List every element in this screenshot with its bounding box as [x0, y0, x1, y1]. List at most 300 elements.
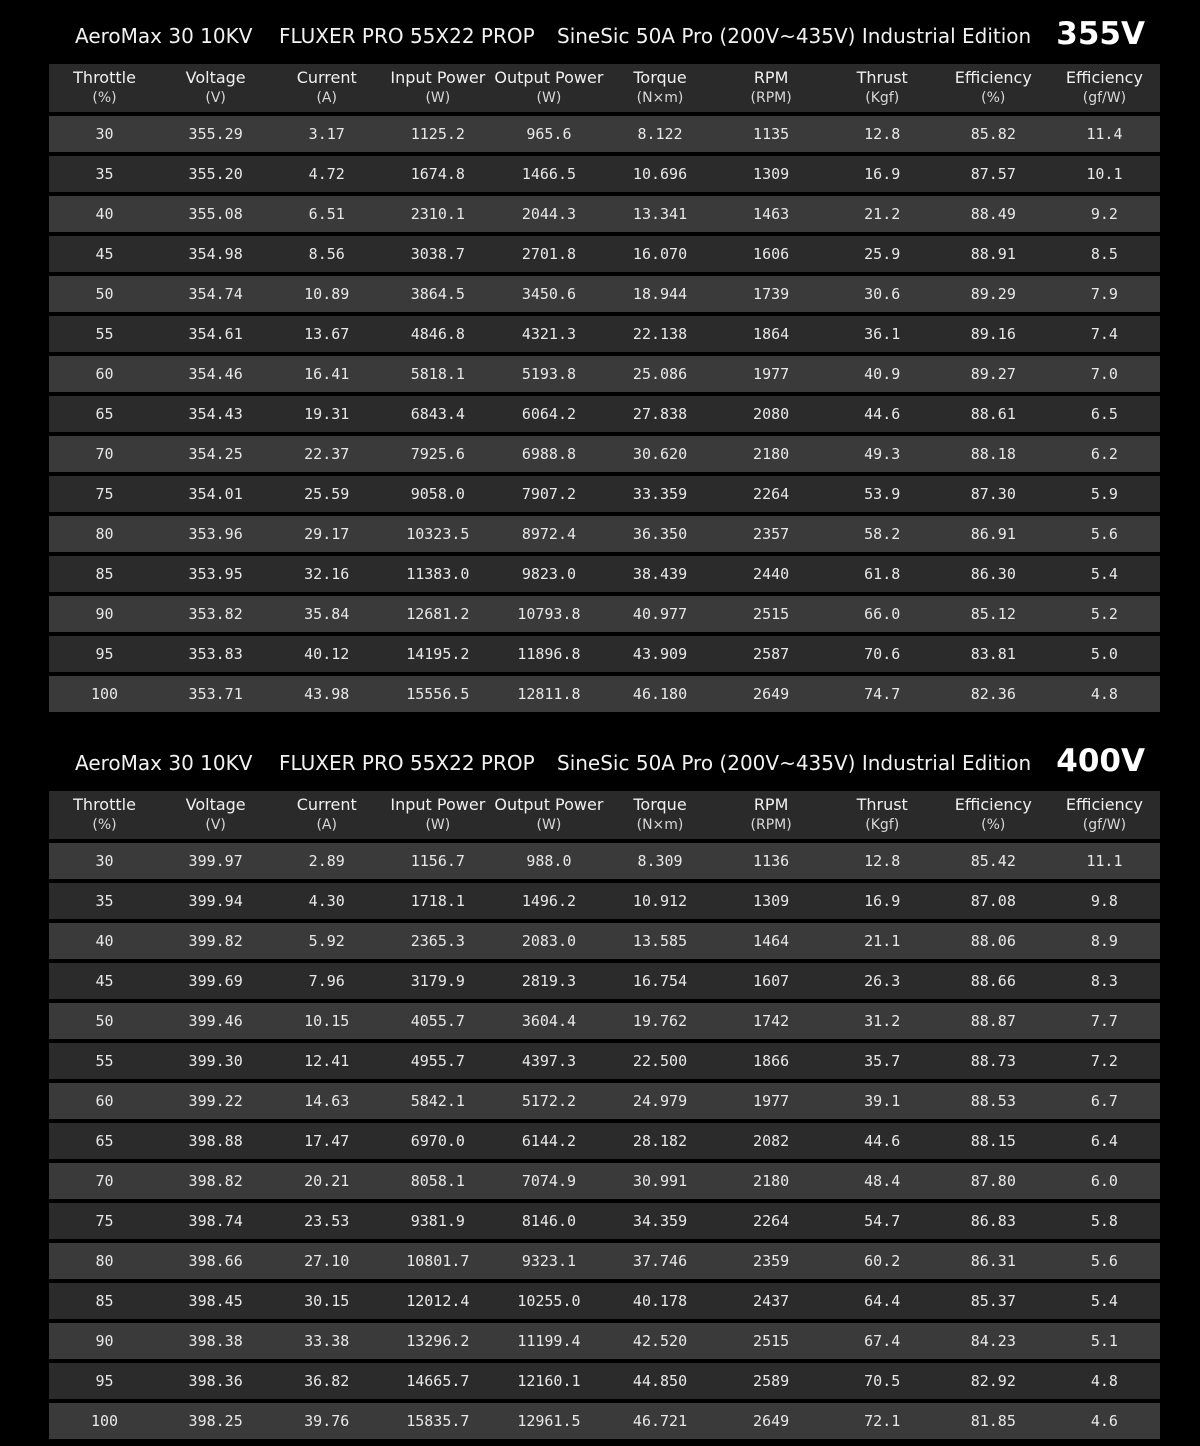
table-cell: 88.91 [938, 234, 1049, 274]
table-cell: 55 [49, 1041, 160, 1081]
column-unit: (gf/W) [1082, 90, 1127, 106]
table-cell: 6.0 [1049, 1161, 1160, 1201]
table-cell: 87.57 [938, 154, 1049, 194]
table-cell: 22.37 [271, 434, 382, 474]
table-cell: 2080 [716, 394, 827, 434]
table-cell: 353.71 [160, 674, 271, 712]
column-header [827, 791, 938, 841]
table-cell: 6.5 [1049, 394, 1160, 434]
table-cell: 23.53 [271, 1201, 382, 1241]
table-cell: 11383.0 [382, 554, 493, 594]
table-cell: 5.9 [1049, 474, 1160, 514]
table-cell: 22.138 [604, 314, 715, 354]
table-cell: 35 [49, 154, 160, 194]
table-cell: 44.850 [604, 1361, 715, 1401]
table-cell: 398.66 [160, 1241, 271, 1281]
table-cell: 1866 [716, 1041, 827, 1081]
table-cell: 2649 [716, 1401, 827, 1439]
table-header-row [49, 791, 1160, 841]
table-cell: 10801.7 [382, 1241, 493, 1281]
table-cell: 5.1 [1049, 1321, 1160, 1361]
column-unit: (A) [316, 817, 337, 833]
table-cell: 82.92 [938, 1361, 1049, 1401]
table-cell: 399.30 [160, 1041, 271, 1081]
column-header [716, 791, 827, 841]
column-unit: (%) [92, 817, 117, 833]
table-cell: 88.66 [938, 961, 1049, 1001]
table-cell: 5.8 [1049, 1201, 1160, 1241]
column-header [493, 64, 604, 114]
column-unit: (%) [981, 817, 1006, 833]
table-cell: 46.180 [604, 674, 715, 712]
table-cell: 40.178 [604, 1281, 715, 1321]
performance-table [49, 791, 1160, 1439]
table-cell: 35 [49, 881, 160, 921]
table-cell: 16.754 [604, 961, 715, 1001]
table-cell: 100 [49, 674, 160, 712]
table-cell: 1135 [716, 114, 827, 154]
table-row [49, 314, 1160, 354]
column-header [382, 64, 493, 114]
table-cell: 33.359 [604, 474, 715, 514]
motor-model: AeroMax 30 10KV [75, 751, 253, 775]
table-cell: 13.67 [271, 314, 382, 354]
table-cell: 6.2 [1049, 434, 1160, 474]
table-row [49, 961, 1160, 1001]
table-cell: 7.96 [271, 961, 382, 1001]
column-unit: (W) [425, 90, 451, 106]
column-header [1049, 791, 1160, 841]
column-name: Thrust [856, 68, 908, 87]
table-cell: 7.4 [1049, 314, 1160, 354]
table-cell: 37.746 [604, 1241, 715, 1281]
table-row [49, 154, 1160, 194]
column-name: Torque [633, 68, 687, 87]
column-name: Output Power [494, 68, 604, 87]
table-cell: 14665.7 [382, 1361, 493, 1401]
table-cell: 1309 [716, 154, 827, 194]
table-cell: 2357 [716, 514, 827, 554]
table-cell: 5.2 [1049, 594, 1160, 634]
table-body [49, 841, 1160, 1439]
table-cell: 9.8 [1049, 881, 1160, 921]
table-row [49, 194, 1160, 234]
column-name: RPM [753, 68, 789, 87]
test-section-400v [0, 727, 1200, 1430]
table-cell: 6843.4 [382, 394, 493, 434]
table-cell: 6970.0 [382, 1121, 493, 1161]
table-cell: 70.6 [827, 634, 938, 674]
column-unit: (W) [536, 90, 562, 106]
table-cell: 398.74 [160, 1201, 271, 1241]
table-cell: 354.61 [160, 314, 271, 354]
propeller-model: FLUXER PRO 55X22 PROP [279, 24, 535, 48]
table-cell: 1742 [716, 1001, 827, 1041]
table-cell: 15556.5 [382, 674, 493, 712]
column-unit: (W) [425, 817, 451, 833]
table-row [49, 634, 1160, 674]
table-cell: 2437 [716, 1281, 827, 1321]
column-unit: (Kgf) [865, 90, 900, 106]
table-cell: 988.0 [493, 841, 604, 881]
table-cell: 4.8 [1049, 1361, 1160, 1401]
table-cell: 67.4 [827, 1321, 938, 1361]
table-cell: 19.762 [604, 1001, 715, 1041]
column-name: Thrust [856, 795, 908, 814]
table-cell: 60 [49, 354, 160, 394]
table-row [49, 674, 1160, 712]
table-cell: 8.3 [1049, 961, 1160, 1001]
table-row [49, 1121, 1160, 1161]
table-cell: 5842.1 [382, 1081, 493, 1121]
table-cell: 7925.6 [382, 434, 493, 474]
table-cell: 28.182 [604, 1121, 715, 1161]
table-cell: 4.72 [271, 154, 382, 194]
column-name: Current [296, 68, 357, 87]
table-cell: 2589 [716, 1361, 827, 1401]
column-name: Throttle [73, 795, 136, 814]
table-cell: 11896.8 [493, 634, 604, 674]
column-name: Torque [633, 795, 687, 814]
table-cell: 3450.6 [493, 274, 604, 314]
table-row [49, 1281, 1160, 1321]
column-header [493, 791, 604, 841]
table-cell: 85.82 [938, 114, 1049, 154]
table-cell: 5.0 [1049, 634, 1160, 674]
table-cell: 398.25 [160, 1401, 271, 1439]
table-cell: 8.56 [271, 234, 382, 274]
table-cell: 8058.1 [382, 1161, 493, 1201]
table-cell: 74.7 [827, 674, 938, 712]
motor-model: AeroMax 30 10KV [75, 24, 253, 48]
table-cell: 25.59 [271, 474, 382, 514]
table-cell: 5.6 [1049, 1241, 1160, 1281]
table-cell: 4055.7 [382, 1001, 493, 1041]
column-name: Efficiency [954, 795, 1032, 814]
table-cell: 1136 [716, 841, 827, 881]
column-header [938, 791, 1049, 841]
table-cell: 84.23 [938, 1321, 1049, 1361]
column-header [271, 791, 382, 841]
table-cell: 2701.8 [493, 234, 604, 274]
table-cell: 1977 [716, 1081, 827, 1121]
table-row [49, 114, 1160, 154]
table-cell: 398.45 [160, 1281, 271, 1321]
table-cell: 89.27 [938, 354, 1049, 394]
table-cell: 30 [49, 114, 160, 154]
table-cell: 2515 [716, 594, 827, 634]
table-cell: 1466.5 [493, 154, 604, 194]
table-cell: 353.82 [160, 594, 271, 634]
table-cell: 12012.4 [382, 1281, 493, 1321]
table-row [49, 1401, 1160, 1439]
table-cell: 2440 [716, 554, 827, 594]
table-cell: 2180 [716, 1161, 827, 1201]
table-cell: 1309 [716, 881, 827, 921]
table-cell: 87.80 [938, 1161, 1049, 1201]
table-cell: 80 [49, 1241, 160, 1281]
table-cell: 43.98 [271, 674, 382, 712]
table-cell: 89.29 [938, 274, 1049, 314]
table-cell: 38.439 [604, 554, 715, 594]
table-cell: 90 [49, 1321, 160, 1361]
table-cell: 86.83 [938, 1201, 1049, 1241]
table-cell: 30.620 [604, 434, 715, 474]
table-cell: 86.91 [938, 514, 1049, 554]
table-cell: 355.29 [160, 114, 271, 154]
section-title-bar [0, 727, 1200, 791]
table-cell: 4.8 [1049, 674, 1160, 712]
column-header [604, 64, 715, 114]
table-cell: 14195.2 [382, 634, 493, 674]
table-cell: 36.350 [604, 514, 715, 554]
table-cell: 70 [49, 434, 160, 474]
table-cell: 399.46 [160, 1001, 271, 1041]
column-name: Voltage [185, 795, 246, 814]
table-cell: 5.4 [1049, 1281, 1160, 1321]
table-cell: 1674.8 [382, 154, 493, 194]
table-row [49, 1321, 1160, 1361]
table-cell: 965.6 [493, 114, 604, 154]
column-unit: (RPM) [750, 90, 792, 106]
table-cell: 21.2 [827, 194, 938, 234]
table-cell: 30.15 [271, 1281, 382, 1321]
table-cell: 16.41 [271, 354, 382, 394]
table-cell: 35.7 [827, 1041, 938, 1081]
table-cell: 11.4 [1049, 114, 1160, 154]
table-row [49, 1361, 1160, 1401]
table-cell: 8972.4 [493, 514, 604, 554]
table-cell: 6.7 [1049, 1081, 1160, 1121]
table-cell: 4.30 [271, 881, 382, 921]
table-row [49, 474, 1160, 514]
table-cell: 42.520 [604, 1321, 715, 1361]
table-cell: 1977 [716, 354, 827, 394]
table-cell: 19.31 [271, 394, 382, 434]
table-cell: 87.08 [938, 881, 1049, 921]
test-voltage: 400V [1056, 743, 1145, 779]
table-cell: 3.17 [271, 114, 382, 154]
table-cell: 1463 [716, 194, 827, 234]
table-cell: 88.49 [938, 194, 1049, 234]
table-cell: 48.4 [827, 1161, 938, 1201]
column-name: Output Power [494, 795, 604, 814]
table-cell: 9381.9 [382, 1201, 493, 1241]
table-cell: 88.15 [938, 1121, 1049, 1161]
table-cell: 12.8 [827, 841, 938, 881]
table-cell: 2044.3 [493, 194, 604, 234]
table-cell: 398.38 [160, 1321, 271, 1361]
table-cell: 39.76 [271, 1401, 382, 1439]
table-cell: 398.88 [160, 1121, 271, 1161]
table-cell: 2649 [716, 674, 827, 712]
table-cell: 45 [49, 234, 160, 274]
table-cell: 14.63 [271, 1081, 382, 1121]
performance-table [49, 64, 1160, 712]
table-cell: 6144.2 [493, 1121, 604, 1161]
table-cell: 40 [49, 194, 160, 234]
table-cell: 12681.2 [382, 594, 493, 634]
table-cell: 88.61 [938, 394, 1049, 434]
column-unit: (W) [536, 817, 562, 833]
table-cell: 2083.0 [493, 921, 604, 961]
table-cell: 353.83 [160, 634, 271, 674]
table-row [49, 921, 1160, 961]
table-cell: 70.5 [827, 1361, 938, 1401]
table-cell: 354.46 [160, 354, 271, 394]
column-unit: (N×m) [636, 817, 684, 833]
table-cell: 64.4 [827, 1281, 938, 1321]
table-cell: 85.37 [938, 1281, 1049, 1321]
table-row [49, 434, 1160, 474]
table-cell: 39.1 [827, 1081, 938, 1121]
table-cell: 16.9 [827, 154, 938, 194]
table-cell: 40.12 [271, 634, 382, 674]
table-cell: 36.82 [271, 1361, 382, 1401]
table-cell: 33.38 [271, 1321, 382, 1361]
table-cell: 40 [49, 921, 160, 961]
table-row [49, 394, 1160, 434]
table-cell: 17.47 [271, 1121, 382, 1161]
table-cell: 12811.8 [493, 674, 604, 712]
table-cell: 10793.8 [493, 594, 604, 634]
table-cell: 85.12 [938, 594, 1049, 634]
table-cell: 4.6 [1049, 1401, 1160, 1439]
table-cell: 35.84 [271, 594, 382, 634]
table-row [49, 594, 1160, 634]
table-cell: 398.36 [160, 1361, 271, 1401]
table-cell: 88.73 [938, 1041, 1049, 1081]
table-row [49, 1201, 1160, 1241]
table-cell: 85 [49, 554, 160, 594]
table-row [49, 841, 1160, 881]
table-cell: 61.8 [827, 554, 938, 594]
table-cell: 44.6 [827, 394, 938, 434]
table-cell: 7.0 [1049, 354, 1160, 394]
table-cell: 7074.9 [493, 1161, 604, 1201]
column-header [271, 64, 382, 114]
table-cell: 40.977 [604, 594, 715, 634]
table-cell: 12.41 [271, 1041, 382, 1081]
table-cell: 399.69 [160, 961, 271, 1001]
table-cell: 18.944 [604, 274, 715, 314]
table-cell: 75 [49, 1201, 160, 1241]
table-cell: 58.2 [827, 514, 938, 554]
table-cell: 2365.3 [382, 921, 493, 961]
table-cell: 88.87 [938, 1001, 1049, 1041]
table-cell: 82.36 [938, 674, 1049, 712]
table-cell: 55 [49, 314, 160, 354]
table-row [49, 1161, 1160, 1201]
table-cell: 60 [49, 1081, 160, 1121]
table-cell: 30 [49, 841, 160, 881]
table-cell: 34.359 [604, 1201, 715, 1241]
table-cell: 95 [49, 1361, 160, 1401]
table-cell: 80 [49, 514, 160, 554]
table-cell: 8.309 [604, 841, 715, 881]
table-cell: 25.086 [604, 354, 715, 394]
table-cell: 83.81 [938, 634, 1049, 674]
table-row [49, 1001, 1160, 1041]
table-cell: 12961.5 [493, 1401, 604, 1439]
table-cell: 40.9 [827, 354, 938, 394]
table-cell: 2180 [716, 434, 827, 474]
table-cell: 2359 [716, 1241, 827, 1281]
column-header [1049, 64, 1160, 114]
table-cell: 3864.5 [382, 274, 493, 314]
table-cell: 1125.2 [382, 114, 493, 154]
column-unit: (%) [92, 90, 117, 106]
table-cell: 10.89 [271, 274, 382, 314]
table-cell: 7.7 [1049, 1001, 1160, 1041]
table-cell: 88.06 [938, 921, 1049, 961]
table-cell: 399.94 [160, 881, 271, 921]
column-name: Efficiency [1065, 795, 1143, 814]
table-cell: 44.6 [827, 1121, 938, 1161]
table-cell: 6.4 [1049, 1121, 1160, 1161]
table-cell: 399.97 [160, 841, 271, 881]
table-cell: 70 [49, 1161, 160, 1201]
table-cell: 3038.7 [382, 234, 493, 274]
table-row [49, 881, 1160, 921]
table-cell: 8.122 [604, 114, 715, 154]
table-cell: 85 [49, 1281, 160, 1321]
table-cell: 53.9 [827, 474, 938, 514]
table-header-row [49, 64, 1160, 114]
table-cell: 2587 [716, 634, 827, 674]
table-cell: 88.53 [938, 1081, 1049, 1121]
table-cell: 81.85 [938, 1401, 1049, 1439]
table-cell: 43.909 [604, 634, 715, 674]
table-cell: 7.9 [1049, 274, 1160, 314]
table-cell: 8.9 [1049, 921, 1160, 961]
table-cell: 5.4 [1049, 554, 1160, 594]
column-header [49, 791, 160, 841]
table-cell: 8146.0 [493, 1201, 604, 1241]
table-cell: 5193.8 [493, 354, 604, 394]
table-cell: 5818.1 [382, 354, 493, 394]
table-cell: 66.0 [827, 594, 938, 634]
column-unit: (gf/W) [1082, 817, 1127, 833]
table-cell: 5172.2 [493, 1081, 604, 1121]
table-row [49, 234, 1160, 274]
table-cell: 1606 [716, 234, 827, 274]
table-cell: 16.9 [827, 881, 938, 921]
table-cell: 20.21 [271, 1161, 382, 1201]
table-cell: 9323.1 [493, 1241, 604, 1281]
table-cell: 22.500 [604, 1041, 715, 1081]
table-cell: 32.16 [271, 554, 382, 594]
table-cell: 27.10 [271, 1241, 382, 1281]
table-cell: 398.82 [160, 1161, 271, 1201]
table-cell: 13296.2 [382, 1321, 493, 1361]
column-header [160, 791, 271, 841]
table-cell: 9.2 [1049, 194, 1160, 234]
table-cell: 31.2 [827, 1001, 938, 1041]
table-cell: 2082 [716, 1121, 827, 1161]
table-cell: 12.8 [827, 114, 938, 154]
column-unit: (%) [981, 90, 1006, 106]
table-cell: 399.22 [160, 1081, 271, 1121]
table-cell: 355.08 [160, 194, 271, 234]
table-cell: 11199.4 [493, 1321, 604, 1361]
table-cell: 5.6 [1049, 514, 1160, 554]
table-cell: 2264 [716, 1201, 827, 1241]
table-cell: 6988.8 [493, 434, 604, 474]
table-cell: 100 [49, 1401, 160, 1439]
table-cell: 85.42 [938, 841, 1049, 881]
table-cell: 13.341 [604, 194, 715, 234]
